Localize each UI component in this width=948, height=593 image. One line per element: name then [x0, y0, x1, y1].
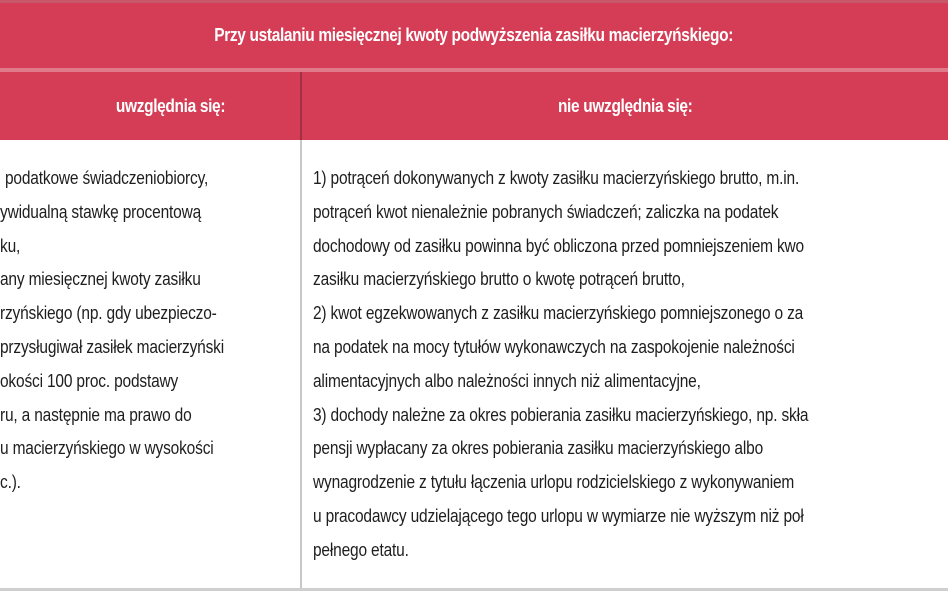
excluded-line: pełnego etatu. [313, 539, 409, 560]
included-line: ywidualną stawkę procentową [0, 201, 202, 222]
table-title: Przy ustalaniu miesięcznej kwoty podwyższenia zasiłku macierzyńskiego: [214, 25, 734, 45]
excluded-line: 3) dochody należne za okres pobierania zasiłku macierzyńskiego, np. skła [313, 404, 809, 425]
excluded-line: alimentacyjnych albo należności innych niż alimentacyjne, [313, 370, 701, 391]
excluded-line: potrąceń kwot nienależnie pobranych świadczeń; zaliczka na podatek [313, 201, 779, 222]
included-line: ru, a następnie ma prawo do [0, 404, 192, 425]
header-included-label: uwzględnia się: [115, 95, 226, 116]
excluded-line: dochodowy od zasiłku powinna być obliczona przed pomniejszeniem kwo [313, 235, 805, 256]
excluded-line: na podatek na mocy tytułów wykonawczych na zaspokojenie należności [313, 336, 795, 357]
excluded-line: zasiłku macierzyńskiego brutto o kwotę potrąceń brutto, [313, 269, 685, 290]
header-excluded-label: nie uwzględnia się: [557, 95, 693, 116]
table-bottom-border [0, 588, 948, 591]
excluded-line: 1) potrąceń dokonywanych z kwoty zasiłku macierzyńskiego brutto, m.in. [313, 168, 800, 188]
included-line: any miesięcznej kwoty zasiłku [0, 269, 201, 290]
excluded-column [313, 162, 948, 568]
included-line: rzyńskiego (np. gdy ubezpieczo- [0, 303, 217, 324]
body-column-divider [300, 140, 302, 589]
excluded-line: pensji wypłacany za okres pobierania zasiłku macierzyńskiego albo [313, 438, 764, 459]
included-line: c.). [0, 472, 21, 493]
excluded-line: wynagrodzenie z tytułu łączenia urlopu rodzicielskiego z wykonywaniem [313, 472, 795, 493]
included-line: u macierzyńskiego w wysokości [0, 438, 214, 459]
excluded-line: 2) kwot egzekwowanych z zasiłku macierzyńskiego pomniejszonego o za [313, 303, 804, 324]
included-line: ku, [0, 235, 21, 256]
table-title-bar [0, 0, 948, 68]
table-body [0, 140, 948, 589]
header-included [0, 72, 301, 140]
excluded-line: u pracodawcy udzielającego tego urlopu w wymiarze nie wyższym niż poł [313, 505, 804, 526]
included-column [0, 162, 300, 500]
included-line: przysługiwał zasiłek macierzyński [0, 336, 225, 357]
included-line: podatkowe świadczeniobiorcy, [5, 168, 209, 188]
header-excluded [302, 72, 948, 140]
included-line: okości 100 proc. podstawy [0, 370, 179, 391]
column-header-row [0, 72, 948, 140]
